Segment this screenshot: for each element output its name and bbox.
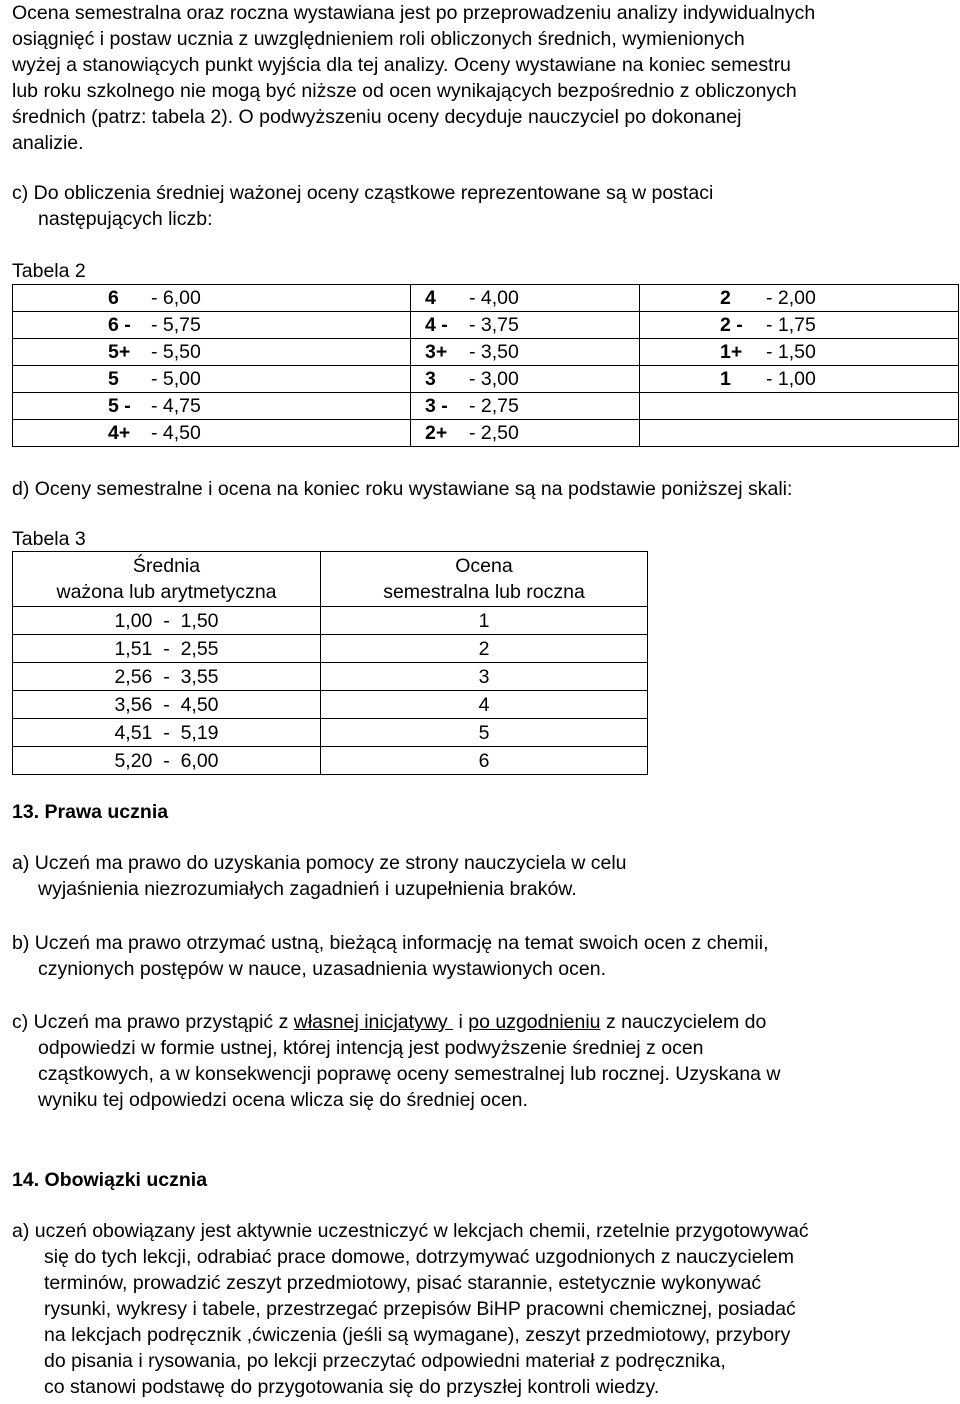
grade-symbol: 1: [720, 368, 731, 390]
section14-line: [12, 1244, 794, 1270]
final-grade: 2: [321, 635, 648, 663]
average-range: 5,20 - 6,00: [13, 747, 321, 775]
grade-weight-value: - 3,50: [469, 341, 519, 363]
empty-cell: [640, 393, 959, 420]
intro-line: osiągnięć i postaw ucznia z uwzględnieniem roli obliczonych średnich, wymienionych: [12, 28, 745, 50]
grade-scale-row: [13, 691, 648, 719]
grade-symbol: 3+: [425, 341, 448, 363]
grade-weight-row: [13, 420, 959, 447]
grade-symbol: 3: [425, 368, 436, 390]
section13-c-line1: [12, 1009, 766, 1035]
grade-weight-cell: [13, 339, 411, 366]
section14-line: [12, 1296, 796, 1322]
section14-line-text: na lekcjach podręcznik ,ćwiczenia (jeśli są wymagane), zeszyt przedmiotowy, przybory: [44, 1324, 791, 1346]
average-range: 1,00 - 1,50: [13, 607, 321, 635]
grade-weight-cell: [640, 312, 959, 339]
section13-b-line1: b) Uczeń ma prawo otrzymać ustną, bieżącą informację na temat swoich ocen z chemii,: [12, 932, 769, 954]
grade-weight-value: - 2,75: [469, 395, 519, 417]
grade-weight-value: - 2,50: [469, 422, 519, 444]
section14-line: [12, 1374, 659, 1400]
grade-weight-value: - 5,75: [151, 314, 201, 336]
c1-post: z nauczycielem do: [600, 1011, 767, 1033]
grade-symbol: 6: [108, 287, 119, 309]
grade-weight-cell: [640, 339, 959, 366]
grade-weight-cell: [411, 312, 640, 339]
grade-weight-value: - 1,75: [766, 314, 816, 336]
average-range: 4,51 - 5,19: [13, 719, 321, 747]
grade-symbol: 6 -: [108, 314, 131, 336]
grade-weight-value: - 4,50: [151, 422, 201, 444]
section14-heading: 14. Obowiązki ucznia: [12, 1169, 208, 1191]
section13-c-line2: [12, 1035, 704, 1061]
grade-weight-cell: [13, 285, 411, 312]
intro-line: średnich (patrz: tabela 2). O podwyższeniu oceny decyduje nauczyciel po dokonanej: [12, 106, 742, 128]
grade-scale-table: [12, 551, 648, 775]
grade-symbol: 4: [425, 287, 436, 309]
grade-symbol: 2: [720, 287, 731, 309]
grade-weight-cell: [411, 420, 640, 447]
section13-b-line2-text: czynionych postępów w nauce, uzasadnienia wystawionych ocen.: [38, 958, 606, 980]
section14-line-text: się do tych lekcji, odrabiać prace domowe, dotrzymywać uzgodnionych z nauczycielem: [44, 1246, 795, 1268]
grade-symbol: 5 -: [108, 395, 131, 417]
header-grade-line2: semestralna lub roczna: [383, 581, 585, 603]
grade-weight-cell: [13, 312, 411, 339]
grade-scale-row: [13, 635, 648, 663]
grade-scale-row: [13, 607, 648, 635]
section-c-line2-text: następujących liczb:: [38, 208, 213, 230]
section14-line: a) uczeń obowiązany jest aktywnie uczestniczyć w lekcjach chemii, rzetelnie przygotowywać: [12, 1220, 809, 1242]
section14-line: [12, 1270, 761, 1296]
section13-heading: 13. Prawa ucznia: [12, 801, 169, 823]
grade-symbol: 2 -: [720, 314, 743, 336]
c1-underlined-2: po uzgodnieniu: [468, 1011, 601, 1033]
grade-weight-cell: [411, 366, 640, 393]
final-grade: 3: [321, 663, 648, 691]
grade-weight-row: [13, 285, 959, 312]
grade-scale-row: [13, 719, 648, 747]
section-c-line2: [12, 206, 213, 232]
final-grade: 4: [321, 691, 648, 719]
section14-line: [12, 1322, 790, 1348]
grade-weight-cell: [411, 393, 640, 420]
grade-scale-row: [13, 747, 648, 775]
intro-line: Ocena semestralna oraz roczna wystawiana jest po przeprowadzeniu analizy indywidualnych: [12, 2, 816, 24]
section14-line-text: co stanowi podstawę do przygotowania się do przyszłej kontroli wiedzy.: [44, 1376, 660, 1398]
grade-weights-table: [12, 284, 959, 447]
average-range: 1,51 - 2,55: [13, 635, 321, 663]
grade-weight-value: - 2,00: [766, 287, 816, 309]
section14-line-text: rysunki, wykresy i tabele, przestrzegać przepisów BiHP pracowni chemicznej, posiadać: [44, 1298, 796, 1320]
section13-a-line1: a) Uczeń ma prawo do uzyskania pomocy ze strony nauczyciela w celu: [12, 852, 627, 874]
c1-underlined-1: własnej inicjatywy: [293, 1011, 454, 1033]
intro-line: analizie.: [12, 132, 84, 154]
grade-weight-row: [13, 339, 959, 366]
grade-weight-value: - 3,75: [469, 314, 519, 336]
average-range: 3,56 - 4,50: [13, 691, 321, 719]
grade-symbol: 1+: [720, 341, 743, 363]
section13-c-line4: [12, 1087, 528, 1113]
section13-b-line2: [12, 956, 606, 982]
grade-weight-value: - 5,50: [151, 341, 201, 363]
intro-line: wyżej a stanowiących punkt wyjścia dla tej analizy. Oceny wystawiane na koniec semestru: [12, 54, 791, 76]
grade-symbol: 2+: [425, 422, 448, 444]
table3-caption: Tabela 3: [12, 528, 86, 550]
grade-weight-row: [13, 366, 959, 393]
grade-weight-cell: [640, 285, 959, 312]
header-average-line2: ważona lub arytmetyczna: [56, 581, 277, 603]
grade-weight-row: [13, 312, 959, 339]
c1-mid: i: [453, 1011, 469, 1033]
final-grade: 6: [321, 747, 648, 775]
grade-weight-cell: [411, 285, 640, 312]
c1-pre: c) Uczeń ma prawo przystąpić z: [12, 1011, 294, 1033]
section-d-text: d) Oceny semestralne i ocena na koniec roku wystawiane są na podstawie poniższej skali:: [12, 478, 793, 500]
section13-a-line2: [12, 876, 577, 902]
average-range: 2,56 - 3,55: [13, 663, 321, 691]
table2-caption: Tabela 2: [12, 260, 86, 282]
grade-weight-value: - 4,75: [151, 395, 201, 417]
grade-scale-row: [13, 663, 648, 691]
header-average: [13, 552, 321, 607]
section13-c-line2-text: odpowiedzi w formie ustnej, której intencją jest podwyższenie średniej z ocen: [38, 1037, 704, 1059]
final-grade: 5: [321, 719, 648, 747]
grade-weight-value: - 5,00: [151, 368, 201, 390]
header-average-line1: Średnia: [132, 555, 201, 577]
grade-symbol: 5: [108, 368, 119, 390]
intro-line: lub roku szkolnego nie mogą być niższe od ocen wynikających bezpośrednio z obliczonych: [12, 80, 797, 102]
section13-c-line3-text: cząstkowych, a w konsekwencji poprawę oceny semestralnej lub rocznej. Uzyskana w: [38, 1063, 781, 1085]
grade-weight-value: - 3,00: [469, 368, 519, 390]
grade-weight-value: - 1,00: [766, 368, 816, 390]
grade-weight-cell: [13, 366, 411, 393]
grade-weight-row: [13, 393, 959, 420]
section13-a-line2-text: wyjaśnienia niezrozumiałych zagadnień i uzupełnienia braków.: [38, 878, 577, 900]
section-c-line1: c) Do obliczenia średniej ważonej oceny cząstkowe reprezentowane są w postaci: [12, 182, 714, 204]
header-grade: [321, 552, 648, 607]
grade-scale-table-body: [13, 552, 648, 775]
section14-line: [12, 1348, 726, 1374]
empty-cell: [640, 420, 959, 447]
grade-weight-value: - 6,00: [151, 287, 201, 309]
section13-c-line3: [12, 1061, 780, 1087]
grade-symbol: 4 -: [425, 314, 448, 336]
grade-weight-cell: [13, 420, 411, 447]
grade-symbol: 4+: [108, 422, 131, 444]
grade-symbol: 3 -: [425, 395, 448, 417]
grade-scale-header-row: [13, 552, 648, 607]
grade-weight-cell: [13, 393, 411, 420]
final-grade: 1: [321, 607, 648, 635]
grade-weight-value: - 4,00: [469, 287, 519, 309]
section14-line-text: terminów, prowadzić zeszyt przedmiotowy, pisać starannie, estetycznie wykonywać: [44, 1272, 762, 1294]
grade-weight-value: - 1,50: [766, 341, 816, 363]
grade-weights-table-body: [13, 285, 959, 447]
section13-c-line4-text: wyniku tej odpowiedzi ocena wlicza się do średniej ocen.: [38, 1089, 528, 1111]
grade-weight-cell: [640, 366, 959, 393]
header-grade-line1: Ocena: [455, 555, 513, 577]
grade-symbol: 5+: [108, 341, 131, 363]
section14-line-text: do pisania i rysowania, po lekcji przeczytać odpowiedni materiał z podręcznika,: [44, 1350, 726, 1372]
grade-weight-cell: [411, 339, 640, 366]
